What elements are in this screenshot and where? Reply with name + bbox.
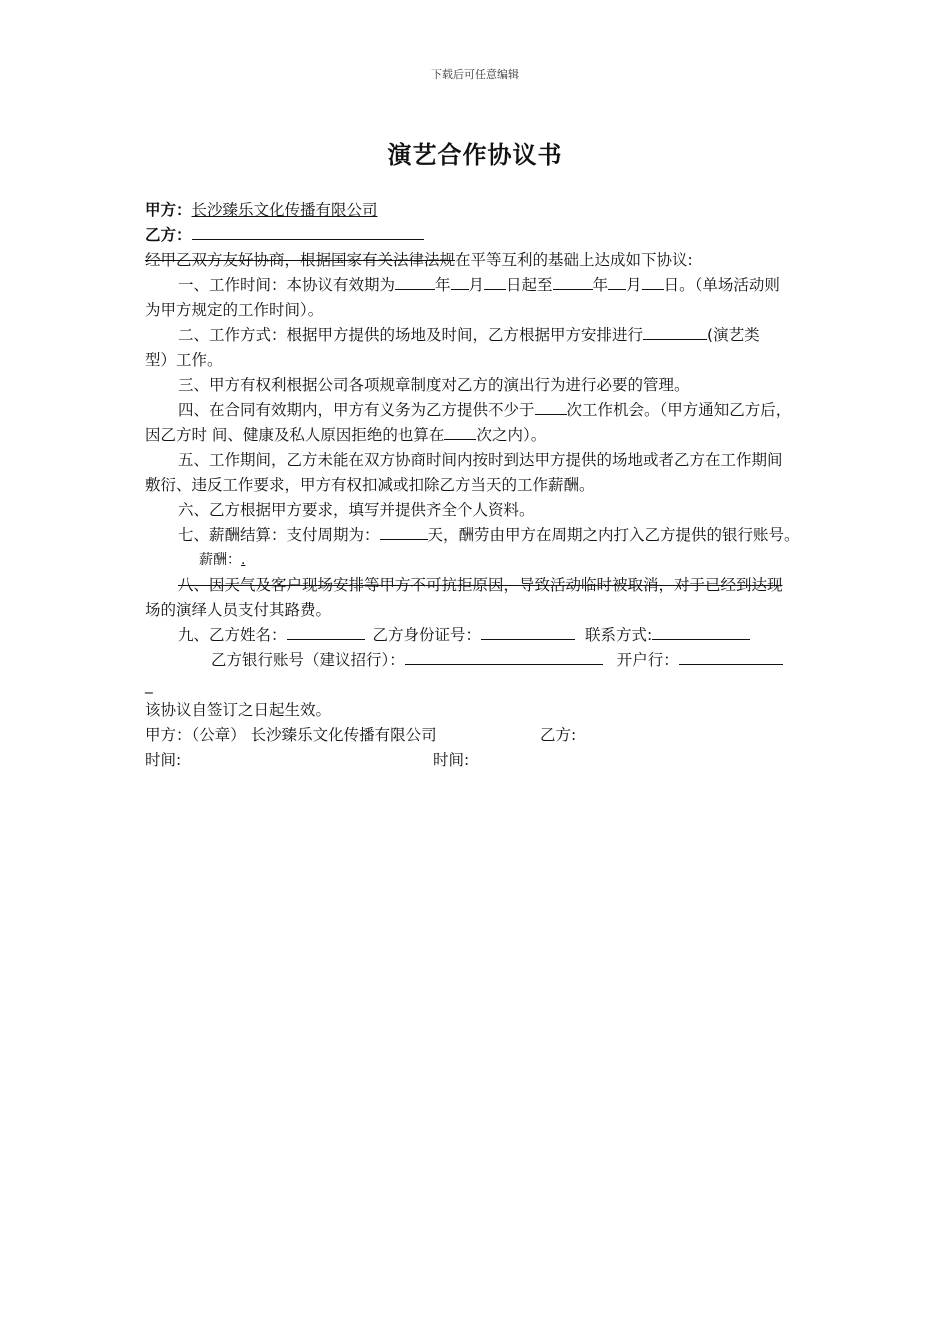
bank-label: 乙方银行账号（建议招行）： bbox=[211, 651, 405, 669]
clause-4-line-1 bbox=[145, 398, 815, 423]
clause-7-text: 七、薪酬结算：支付周期为： bbox=[178, 526, 380, 544]
clause-4-text-c: 因乙方时 间、健康及私人原因拒绝的也算在 bbox=[145, 426, 445, 444]
blank-year-end bbox=[553, 275, 593, 290]
clause-2-line-1 bbox=[145, 323, 815, 348]
blank-day-end bbox=[642, 275, 664, 290]
clause-2-text: 二、工作方式：根据甲方提供的场地及时间，乙方根据甲方安排进行 bbox=[178, 326, 644, 344]
intro-struck: 经甲乙双方友好协商，根据国家有关法律法规 bbox=[145, 251, 456, 269]
clause-7-line-1 bbox=[145, 523, 815, 548]
party-a-name: 长沙臻乐文化传播有限公司 bbox=[191, 201, 378, 219]
name-blank bbox=[287, 625, 365, 640]
clause-7-salary-line bbox=[145, 548, 815, 573]
clause-9-line-2 bbox=[145, 648, 815, 673]
clause-5-line-2: 敷衍、违反工作要求，甲方有权扣减或扣除乙方当天的工作薪酬。 bbox=[145, 476, 595, 494]
id-blank bbox=[481, 625, 575, 640]
clause-1-year-label: 年 bbox=[435, 276, 451, 294]
clause-9-trail: _ bbox=[145, 676, 153, 694]
salary-label: 薪酬： bbox=[199, 552, 241, 568]
blank-work-count bbox=[535, 400, 567, 415]
clause-9-line-1 bbox=[145, 623, 815, 648]
signature-party-b: 乙方: bbox=[540, 726, 577, 744]
signature-party-a: 甲方：（公章） 长沙臻乐文化传播有限公司 bbox=[145, 726, 437, 744]
clause-1-month-label: 月 bbox=[468, 276, 485, 294]
clause-1-day-end-label: 日。（单场活动则 bbox=[663, 276, 780, 294]
name-label: 九、乙方姓名： bbox=[178, 626, 287, 644]
contact-blank bbox=[652, 625, 750, 640]
party-b-line bbox=[145, 223, 815, 248]
party-b-blank bbox=[192, 225, 424, 240]
header-note: 下载后可任意编辑 bbox=[431, 68, 519, 81]
clause-4-text-d: 次之内）。 bbox=[476, 426, 547, 444]
signature-time-a: 时间: bbox=[145, 751, 182, 769]
id-label: 乙方身份证号： bbox=[372, 626, 482, 644]
bank-blank bbox=[405, 650, 603, 665]
clause-4-line-2 bbox=[145, 423, 815, 448]
party-b-label: 乙方： bbox=[145, 226, 192, 244]
blank-performance-type bbox=[643, 325, 707, 340]
clause-1-line-2: 为甲方规定的工作时间）。 bbox=[145, 301, 324, 319]
party-a-line bbox=[145, 198, 815, 223]
intro-rest: 在平等互利的基础上达成如下协议: bbox=[455, 251, 693, 269]
blank-day-start bbox=[484, 275, 506, 290]
clause-1-line-1 bbox=[145, 273, 815, 298]
clause-3: 三、甲方有权利根据公司各项规章制度对乙方的演出行为进行必要的管理。 bbox=[178, 376, 690, 394]
clause-7-text-b: 天，酬劳由甲方在周期之内打入乙方提供的银行账号。 bbox=[427, 526, 800, 544]
blank-pay-cycle bbox=[380, 525, 428, 540]
clause-4-text-b: 次工作机会。（甲方通知乙方后， bbox=[566, 401, 792, 419]
signature-time-b: 时间: bbox=[433, 751, 470, 769]
contact-label: 联系方式: bbox=[585, 626, 653, 644]
clause-1-day-label: 日起至 bbox=[506, 276, 553, 294]
document-body bbox=[145, 198, 815, 773]
clause-5-line-1: 五、工作期间，乙方未能在双方协商时间内按时到达甲方提供的场地或者乙方在工作期间 bbox=[178, 451, 783, 469]
effective-clause: 该协议自签订之日起生效。 bbox=[145, 701, 332, 719]
branch-blank bbox=[679, 650, 783, 665]
party-a-label: 甲方： bbox=[145, 201, 192, 219]
clause-1-year-end-label: 年 bbox=[592, 276, 609, 294]
clause-1-text: 一、工作时间：本协议有效期为 bbox=[178, 276, 396, 294]
clause-4-text: 四、在合同有效期内，甲方有义务为乙方提供不少于 bbox=[178, 401, 535, 419]
signature-time-row bbox=[145, 748, 815, 773]
blank-month-start bbox=[451, 275, 469, 290]
clause-8-struck-text: 八、因天气及客户现场安排等甲方不可抗拒原因，导致活动临时被取消，对于已经到达现 bbox=[178, 576, 783, 594]
salary-value: . bbox=[241, 552, 246, 568]
branch-label: 开户行： bbox=[616, 651, 679, 669]
blank-year-start bbox=[395, 275, 435, 290]
clause-8-line-2: 场的演绎人员支付其路费。 bbox=[145, 601, 332, 619]
intro-line bbox=[145, 248, 815, 273]
clause-1-month-end-label: 月 bbox=[626, 276, 642, 294]
clause-6: 六、乙方根据甲方要求，填写并提供齐全个人资料。 bbox=[178, 501, 535, 519]
blank-work-count-2 bbox=[444, 425, 476, 440]
document-title: 演艺合作协议书 bbox=[387, 141, 563, 169]
blank-month-end bbox=[608, 275, 626, 290]
clause-8-line-1 bbox=[145, 573, 815, 598]
clause-2-line-2: 型）工作。 bbox=[145, 351, 223, 369]
clause-2-text-b: (演艺类 bbox=[707, 326, 760, 344]
signature-row bbox=[145, 723, 815, 748]
